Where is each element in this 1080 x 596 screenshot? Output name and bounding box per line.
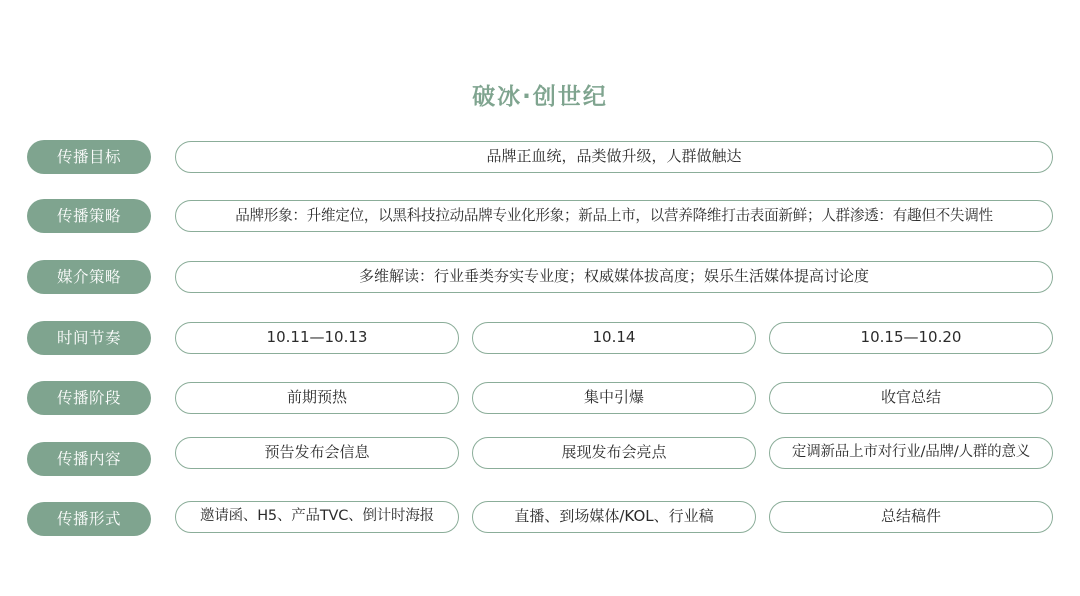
phase-2-cell: 集中引爆 — [472, 382, 756, 414]
row-media-strategy — [0, 260, 1080, 294]
row-label: 媒介策略 — [27, 260, 151, 294]
row-content-cell: 多维解读：行业垂类夯实专业度；权威媒体拔高度；娱乐生活媒体提高讨论度 — [175, 261, 1053, 293]
page-title: 破冰·创世纪 — [472, 84, 608, 110]
phase-2-cell: 展现发布会亮点 — [472, 437, 756, 469]
row-label: 传播内容 — [27, 442, 151, 476]
phase-1-cell: 预告发布会信息 — [175, 437, 459, 469]
phase-3-cell: 总结稿件 — [769, 501, 1053, 533]
row-communication-goal — [0, 140, 1080, 174]
phase-1-cell: 邀请函、H5、产品TVC、倒计时海报 — [175, 501, 459, 533]
row-label: 传播策略 — [27, 199, 151, 233]
row-content-cell: 品牌形象：升维定位，以黑科技拉动品牌专业化形象；新品上市，以营养降维打击表面新鲜；人群渗透：有趣但不失调性 — [175, 200, 1053, 232]
phase-2-cell: 直播、到场媒体/KOL、行业稿 — [472, 501, 756, 533]
row-label: 时间节奏 — [27, 321, 151, 355]
phase-3-cell: 10.15—10.20 — [769, 322, 1053, 354]
row-communication-strategy — [0, 199, 1080, 233]
phase-1-cell: 前期预热 — [175, 382, 459, 414]
row-communication-content — [0, 442, 1080, 476]
row-label: 传播形式 — [27, 502, 151, 536]
row-timeline — [0, 321, 1080, 355]
phase-3-cell: 定调新品上市对行业/品牌/人群的意义 — [769, 437, 1053, 469]
phase-1-cell: 10.11—10.13 — [175, 322, 459, 354]
row-communication-form — [0, 502, 1080, 536]
row-label: 传播阶段 — [27, 381, 151, 415]
row-label: 传播目标 — [27, 140, 151, 174]
row-communication-stage — [0, 381, 1080, 415]
phase-2-cell: 10.14 — [472, 322, 756, 354]
phase-3-cell: 收官总结 — [769, 382, 1053, 414]
row-content-cell: 品牌正血统，品类做升级，人群做触达 — [175, 141, 1053, 173]
